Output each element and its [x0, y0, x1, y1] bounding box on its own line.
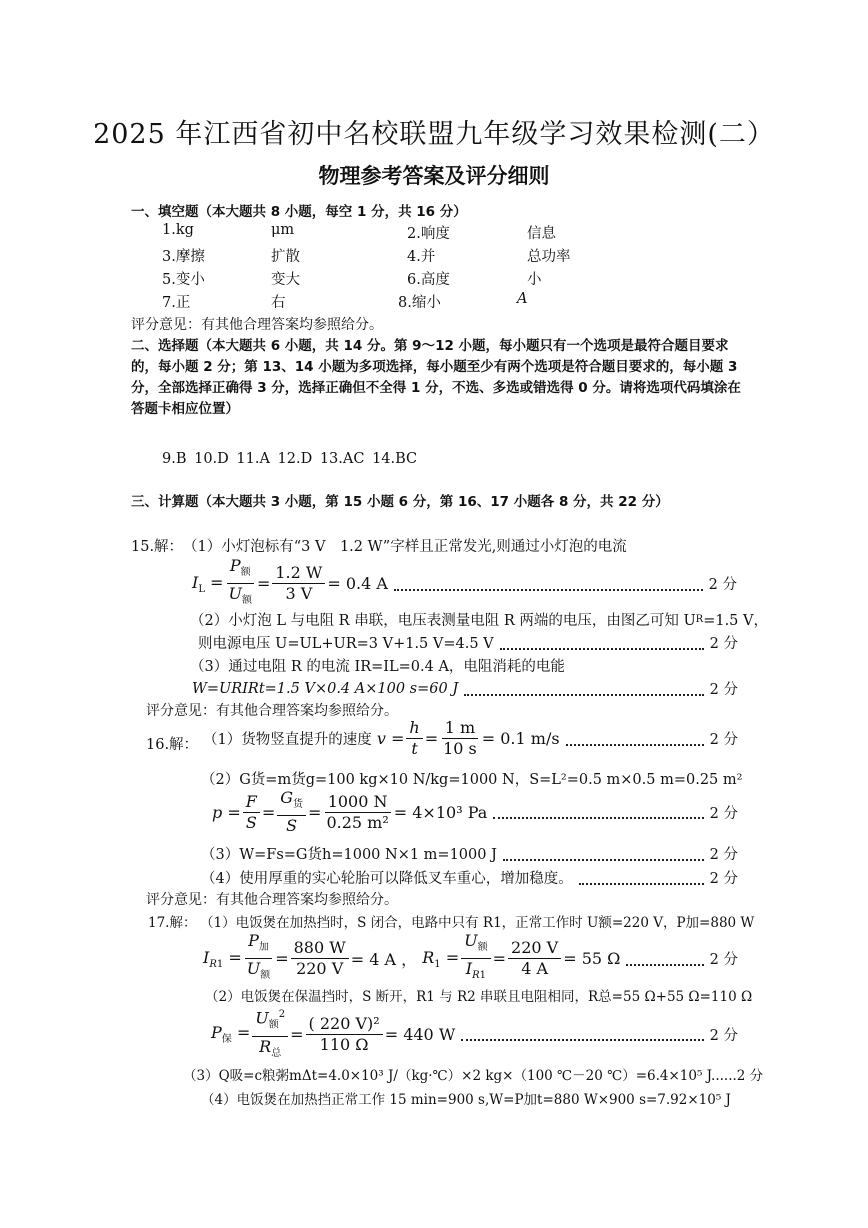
q15-part1: （1）小灯泡标有“3 V 1.2 W”字样且正常发光,则通过小灯泡的电流	[183, 539, 627, 555]
section2-answers: 9.B 10.D 11.A 12.D 13.AC 14.BC	[162, 451, 418, 467]
section1-heading: 一、填空题（本大题共 8 小题，每空 1 分，共 16 分）	[131, 204, 467, 220]
q17-equation2: $P_保$ = $\frac{U_额^2}{R_总}$ = $\frac{\text{( 220 V)²}}{110 \Omega}$ = 440 W 2 分	[211, 1005, 738, 1064]
s1-answer: 6.高度	[407, 272, 450, 288]
s1-answer: 扩散	[271, 249, 300, 265]
s1-answer: 3.摩擦	[162, 249, 205, 265]
q17-label: 17.解：	[148, 915, 197, 931]
s1-answer: 变大	[271, 272, 300, 288]
q16-part4: （4）使用厚重的实心轮胎可以降低叉车重心，增加稳度。 2 分	[201, 871, 738, 887]
s1-answer: 7.正	[162, 295, 191, 311]
s1-answer: A	[517, 291, 528, 307]
q15-part2b: 则电源电压 U=UL+UR=3 V+1.5 V=4.5 V 2 分	[198, 636, 738, 652]
q16-equation2: p = $\frac{F}{S}$ = $\frac{G_货}{S}$ = $\frac{1000 N}{\text{0.25 m²}}$ = 4×10³ Pa 2 分	[212, 788, 738, 836]
section2-heading: 二、选择题（本大题共 6 小题，共 14 分。第 9～12 小题，每小题只有一个选项是最符合题目要求的，每小题 2 分；第 13、14 小题为多项选择，每小题至少有两个选项是符合题目要求的，每小题 3 分，全部选择正确得 3 分，选择正确但不全得 1 分，不选、多选或错选得 0 分。请将选项代码填涂在答题卡相应位置）	[131, 338, 741, 417]
section1-note: 评分意见：有其他合理答案均参照给分。	[131, 317, 383, 333]
page-title: 2025 年江西省初中名校联盟九年级学习效果检测(二）	[93, 119, 775, 150]
q16-part3: （3）W=Fs=G货h=1000 N×1 m=1000 J 2 分	[201, 847, 738, 863]
q17-part3: （3）Q吸=c粮粥mΔt=4.0×10³ J/（kg·℃）×2 kg×（100 ℃－20 ℃）=6.4×10⁵ J......2 分	[183, 1068, 764, 1084]
s1-answer: 小	[527, 272, 542, 288]
q15-part3b: W=URIRt=1.5 V×0.4 A×100 s=60 J 2 分	[192, 680, 738, 698]
q15-part3: （3）通过电阻 R 的电流 IR=IL=0.4 A，电阻消耗的电能	[190, 659, 565, 675]
s1-answer: 2.响度	[407, 226, 450, 242]
s1-answer: 信息	[527, 226, 556, 242]
q17-equation1: $I_{R1}$ = $\frac{P_加}{U_额}$ = $\frac{880 W}{220 V}$ = 4 A ， $R_1$ = $\frac{U_额}{I_{R1}}$ = $\frac{220 V}{4 A}$ = 55 Ω 2 分	[203, 931, 738, 982]
q15-note: 评分意见：有其他合理答案均参照给分。	[146, 703, 398, 719]
q15-label: 15.解：	[131, 539, 184, 555]
s1-answer: 右	[271, 295, 286, 311]
q15-equation1: $I_L$ = $\frac{P_额}{U_额}$ = $\frac{1.2 W}{3 V}$ = 0.4 A 2 分	[192, 556, 737, 607]
section3-heading: 三、计算题（本大题共 3 小题，第 15 小题 6 分，第 16、17 小题各 8 分，共 22 分）	[131, 494, 669, 510]
q16-label: 16.解：	[146, 737, 199, 753]
q16-note: 评分意见：有其他合理答案均参照给分。	[146, 892, 398, 908]
q17-part1: （1）电饭煲在加热挡时，S 闭合，电路中只有 R1，正常工作时 U额=220 V，P加=880 W	[200, 915, 755, 931]
q15-part2a: （2）小灯泡 L 与电阻 R 串联，电压表测量电阻 R 两端的电压，由图乙可知 U R =1.5 V，	[190, 613, 768, 629]
s1-answer: μm	[271, 222, 295, 238]
s1-answer: 1.kg	[162, 222, 194, 238]
page-subtitle: 物理参考答案及评分细则	[318, 164, 550, 188]
s1-answer: 总功率	[527, 249, 571, 265]
q16-part2: （2）G货=m货g=100 kg×10 N/kg=1000 N，S=L²=0.5 m×0.5 m=0.25 m²	[201, 772, 743, 788]
s1-answer: 8.缩小	[398, 295, 441, 311]
q17-part2: （2）电饭煲在保温挡时，S 断开，R1 与 R2 串联且电阻相同，R总=55 Ω+55 Ω=110 Ω	[205, 989, 753, 1005]
s1-answer: 5.变小	[162, 272, 205, 288]
s1-answer: 4.并	[407, 249, 436, 265]
q16-equation1: （1）货物竖直提升的速度 v = $\frac{h}{t}$ = $\frac{1 m}{10 s}$ = 0.1 m/s 2 分	[203, 718, 738, 758]
q17-part4: （4）电饭煲在加热挡正常工作 15 min=900 s,W=P加t=880 W×900 s=7.92×10⁵ J	[201, 1092, 731, 1108]
